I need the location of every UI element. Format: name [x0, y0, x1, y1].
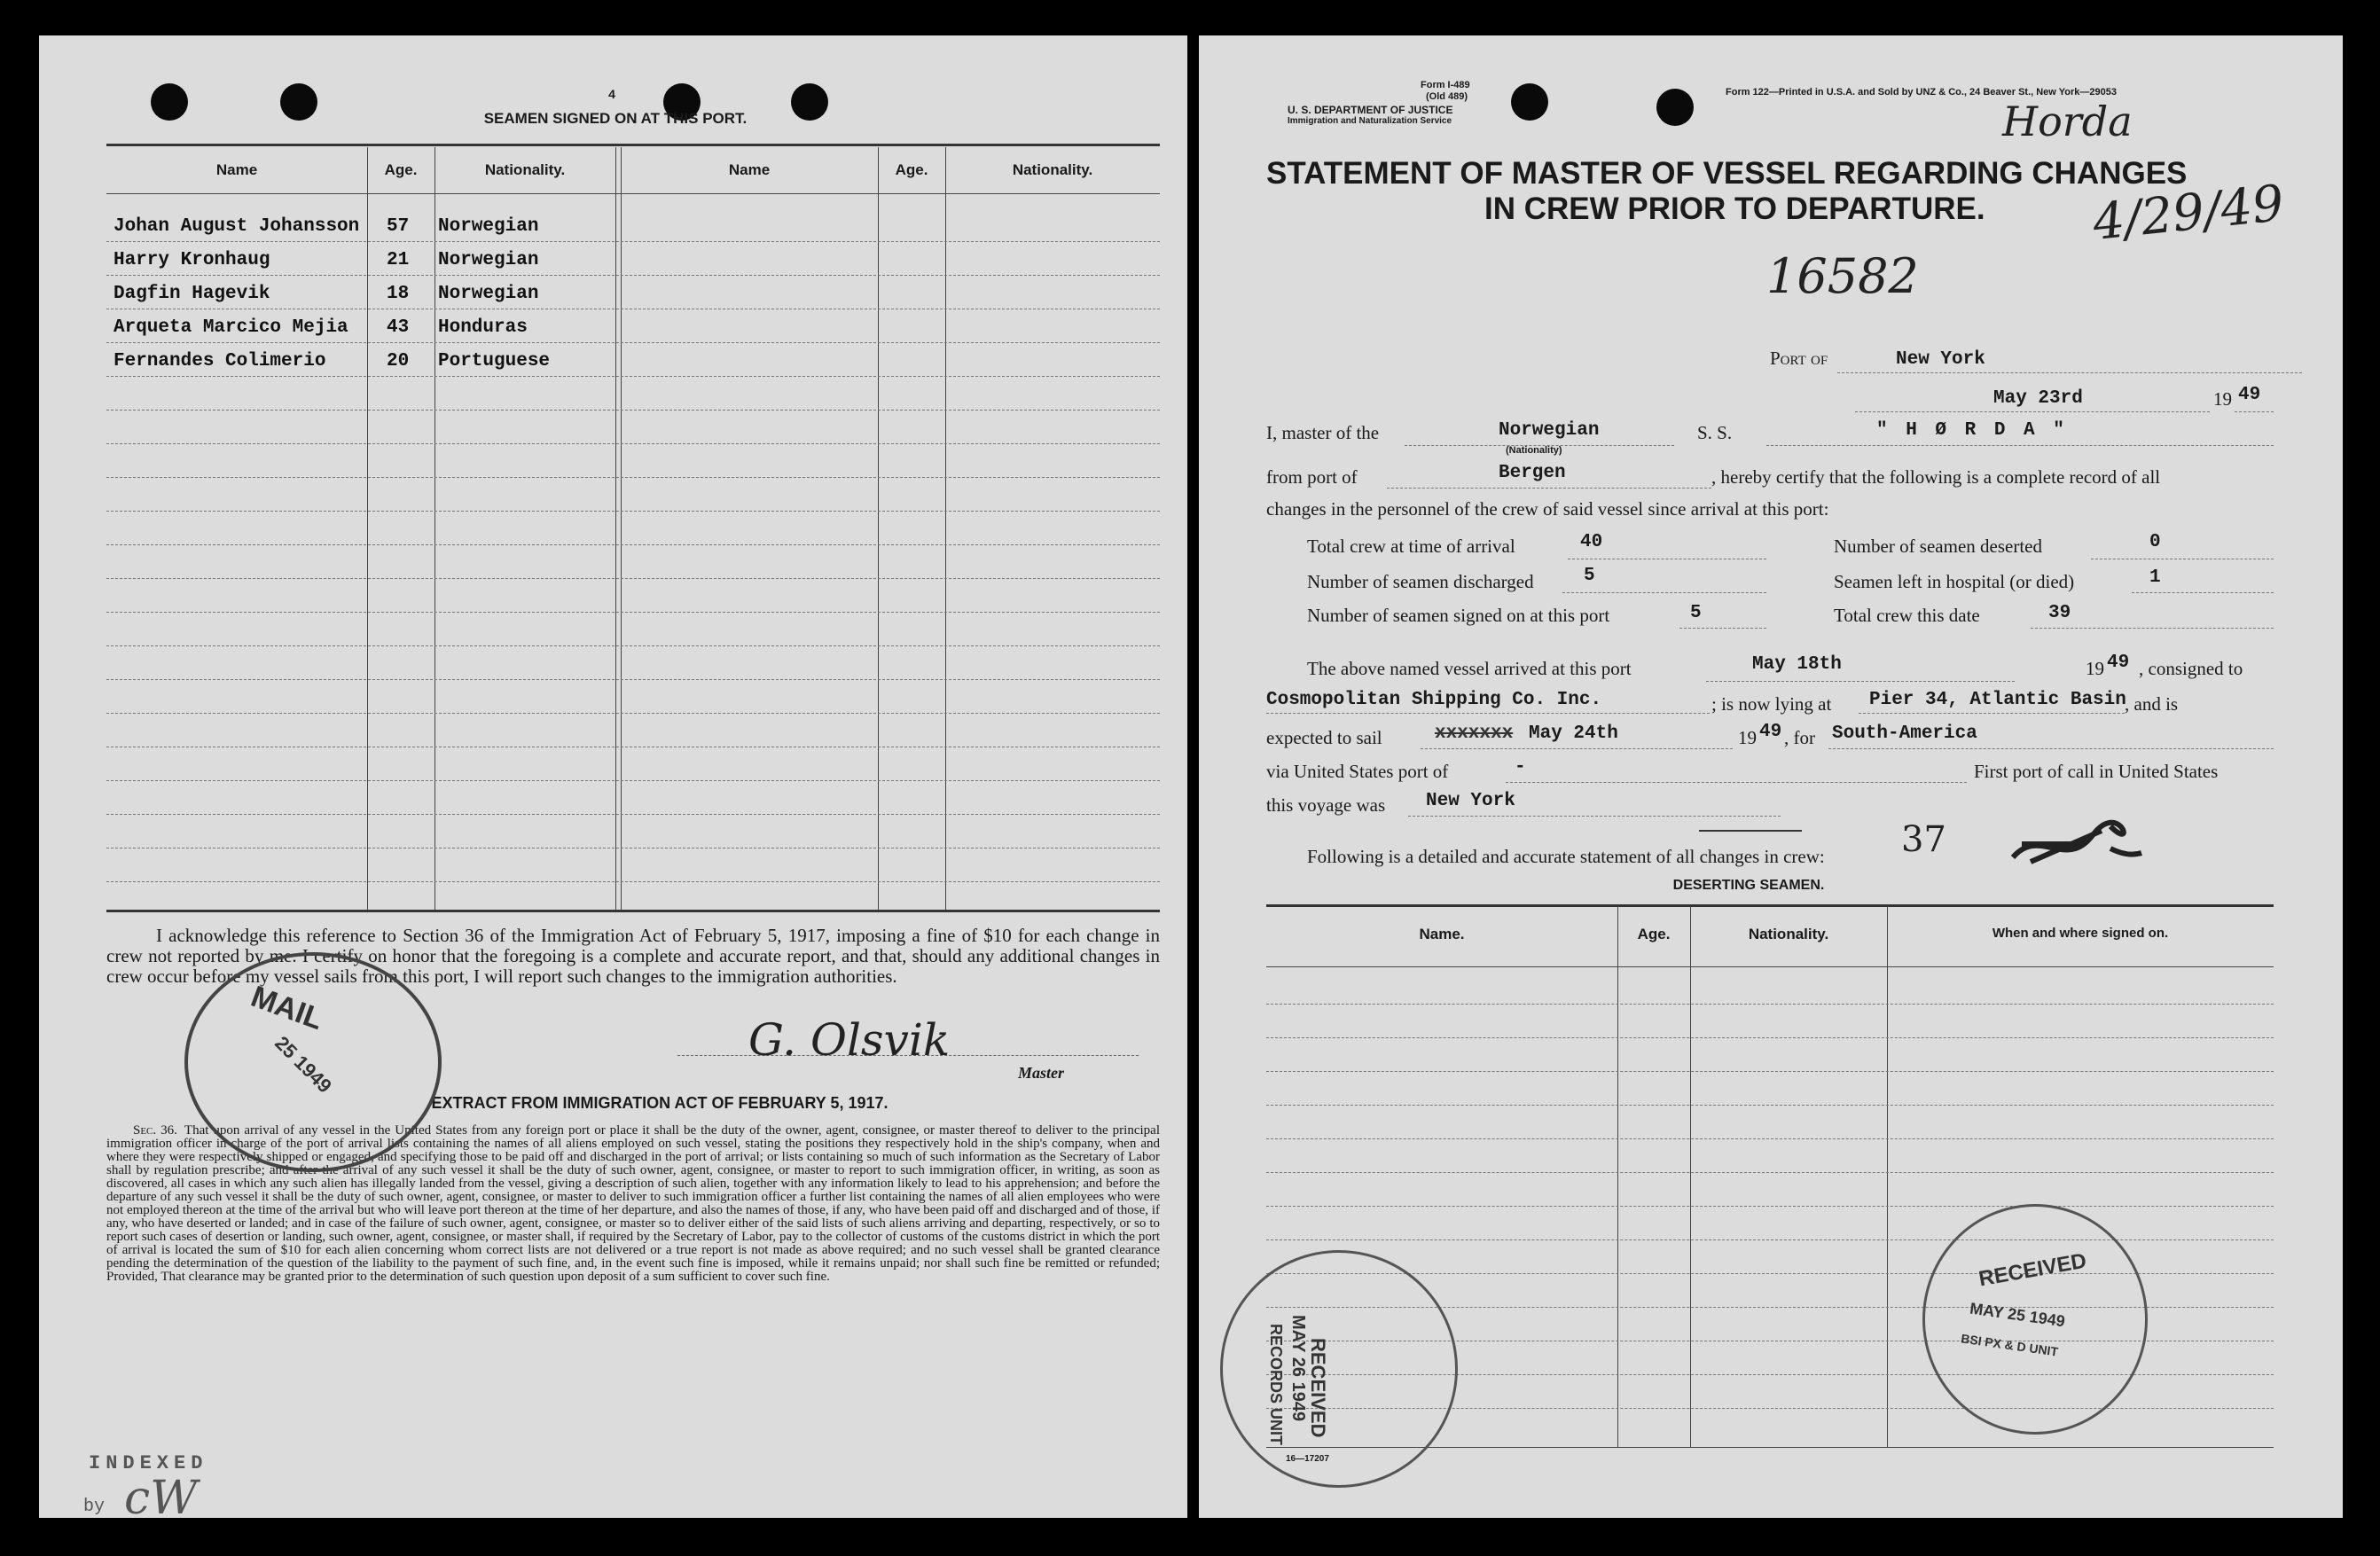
- stamp-date: MAY 25 1949: [1969, 1299, 2067, 1331]
- total-arrival-value: 40: [1580, 532, 1603, 552]
- handwritten-number: 16582: [1766, 248, 1919, 304]
- expected-line: [1421, 748, 1733, 749]
- row-line: [1266, 1138, 2274, 1139]
- row-line: [1266, 1004, 2274, 1005]
- row-line: [106, 645, 1160, 646]
- seaman-age: 21: [387, 250, 410, 270]
- row-line: [106, 275, 1160, 276]
- form-title-line2: IN CREW PRIOR TO DEPARTURE.: [1484, 192, 1985, 226]
- via-value: -: [1515, 757, 1526, 778]
- via-line: [1506, 782, 1967, 783]
- punch-hole: [151, 83, 188, 121]
- year-line: [2235, 411, 2274, 412]
- deserting-header-signed: When and where signed on.: [1992, 926, 2169, 941]
- consignee-line: [1266, 713, 1710, 714]
- deserting-header-rule: [1266, 966, 2274, 967]
- row-line: [106, 578, 1160, 579]
- seaman-nationality: Norwegian: [438, 216, 539, 237]
- punch-hole: [280, 83, 317, 121]
- deserting-title: DESERTING SEAMEN.: [1672, 878, 1825, 893]
- nationality-caption: (Nationality): [1506, 445, 1562, 456]
- printer-line: Form 122—Printed in U.S.A. and Sold by UNZ & Co., 24 Beaver St., New York—29053: [1726, 87, 2117, 98]
- mail-stamp: [184, 952, 442, 1172]
- certify-text-2: changes in the personnel of the crew of said vessel since arrival at this port:: [1266, 498, 1829, 520]
- row-line: [106, 376, 1160, 377]
- seaman-name: Arqueta Marcico Mejia: [114, 317, 348, 338]
- stamp-date: 25 1949: [270, 1031, 337, 1098]
- table-title: SEAMEN SIGNED ON AT THIS PORT.: [483, 110, 748, 127]
- expected-label: expected to sail: [1266, 727, 1382, 748]
- row-line: [1266, 1105, 2274, 1106]
- row-line: [1266, 1037, 2274, 1038]
- master-signature: G. Olsvik: [748, 1014, 951, 1066]
- seaman-nationality: Norwegian: [438, 284, 539, 304]
- deserted-label: Number of seamen deserted: [1834, 536, 2042, 557]
- scribble: [2004, 809, 2146, 880]
- from-port-label: from port of: [1266, 466, 1358, 488]
- expected-year-prefix: 19: [1738, 727, 1757, 748]
- expected-strike: xxxxxxx: [1435, 723, 1514, 744]
- count-line: [1679, 628, 1766, 629]
- and-is-label: , and is: [2125, 693, 2179, 715]
- punch-hole: [1511, 83, 1548, 121]
- row-line: [106, 713, 1160, 714]
- seaman-nationality: Portuguese: [438, 351, 551, 371]
- seaman-name: Harry Kronhaug: [114, 250, 270, 270]
- seaman-name: Johan August Johansson: [114, 216, 360, 237]
- port-line: [1837, 372, 2302, 373]
- row-line: [106, 612, 1160, 613]
- seaman-nationality: Norwegian: [438, 250, 539, 270]
- header-age: Age.: [384, 161, 418, 178]
- date-value: May 23rd: [1993, 388, 2083, 409]
- deserting-header-age: Age.: [1637, 926, 1671, 942]
- for-label: , for: [1784, 727, 1815, 748]
- handwritten-37: 37: [1901, 819, 1946, 860]
- seaman-age: 43: [387, 317, 410, 338]
- for-value: South-America: [1832, 723, 1977, 744]
- seaman-name: Dagfin Hagevik: [114, 284, 270, 304]
- from-port-value: Bergen: [1499, 463, 1566, 483]
- hospital-value: 1: [2149, 567, 2161, 588]
- for-line: [1828, 748, 2274, 749]
- consignee-value: Cosmopolitan Shipping Co. Inc.: [1266, 690, 1602, 710]
- extract-title: EXTRACT FROM IMMIGRATION ACT OF FEBRUARY 5, 1917.: [431, 1094, 889, 1112]
- master-of-label: I, master of the: [1266, 422, 1380, 443]
- this-voyage-line: [1408, 816, 1781, 817]
- signed-on-value: 5: [1690, 603, 1702, 623]
- ship-name: " H Ø R D A ": [1876, 420, 2068, 441]
- header-age: Age.: [895, 161, 928, 178]
- stamp-unit: BSI PX & D UNIT: [1960, 1331, 2060, 1359]
- count-line: [1562, 592, 1766, 593]
- lying-line: [1859, 713, 2125, 714]
- nationality-value: Norwegian: [1499, 420, 1600, 441]
- arrived-year: 49: [2107, 653, 2130, 673]
- this-voyage-value: New York: [1426, 791, 1515, 811]
- row-line: [106, 780, 1160, 781]
- stamp-unit: RECORDS UNIT: [1267, 1324, 1285, 1446]
- deserting-header-nationality: Nationality.: [1748, 926, 1829, 942]
- port-label: Port of: [1770, 348, 1828, 369]
- indexed-by-label: by: [83, 1497, 106, 1517]
- table-top-rule: [106, 144, 1160, 146]
- col-divider: [615, 147, 616, 910]
- col-divider: [945, 147, 946, 910]
- row-line: [106, 241, 1160, 242]
- seaman-age: 57: [387, 216, 410, 237]
- arrived-value: May 18th: [1752, 654, 1842, 675]
- col-divider: [1617, 906, 1618, 1447]
- row-line: [106, 881, 1160, 882]
- port-value: New York: [1896, 349, 1985, 370]
- this-voyage-label: this voyage was: [1266, 794, 1386, 816]
- col-divider: [878, 147, 879, 910]
- stamp-text: RECEIVED: [1977, 1248, 2089, 1292]
- discharged-label: Number of seamen discharged: [1307, 571, 1534, 592]
- via-label: via United States port of: [1266, 761, 1449, 782]
- form-old: (Old 489): [1426, 91, 1468, 102]
- left-page: [39, 35, 1187, 1525]
- seaman-age: 18: [387, 284, 410, 304]
- stamp-text: MAIL: [247, 979, 328, 1037]
- stamp-date: MAY 26 1949: [1288, 1315, 1308, 1422]
- expected-value: May 24th: [1529, 723, 1618, 744]
- form-code: 16—17207: [1286, 1454, 1329, 1464]
- records-unit-stamp: [1220, 1250, 1458, 1488]
- table-header-rule: [106, 193, 1160, 194]
- row-line: [1266, 1071, 2274, 1072]
- header-nationality: Nationality.: [1012, 161, 1093, 178]
- right-page: [1199, 35, 2343, 1518]
- service: Immigration and Naturalization Service: [1288, 116, 1452, 126]
- arrived-year-prefix: 19: [2086, 658, 2104, 679]
- section-body: That upon arrival of any vessel in the United States from any foreign port or place it shall be the duty of the owner, agent, consignee, or master thereof to deliver to the principal immigration officer in charge of the port of arrival lists containing the names of all aliens employed on such vessel, stating the positions they respectively hold in the ship's company, when and where they were respectively shipped or engaged, and specifying those to be paid off and discharged in the port of arrival; or lists containing so much of such information as the Secretary of Labor shall by regulation prescribe; and after the arrival of any such vessel it shall be the duty of such owner, agent, consignee, or master to report to such immigration officer, in writing, as soon as discovered, all cases in which any such alien has illegally landed from the vessel, giving a description of such alien, together with any information likely to lead to his apprehension; and before the departure of any such vessel it shall be the duty of such owner, agent, consignee, or master to deliver to such immigration officer a further list containing the names of all alien employees who were not employed thereon at the time of the arrival but who will leave port thereon at the time of her departure, and also the names of those, if any, who have been paid off and discharged and of those, if any, who have deserted or landed; and in case of the failure of such owner, agent, consignee, or master so to deliver either of the said lists of such aliens arriving and departing, respectively, or so to report such cases of desertion or landing, such owner, agent, consignee, or master shall, if required by the Secretary of Labor, pay to the collector of customs of the customs district in which the port of arrival is located the sum of $10 for each alien concerning whom correct lists are not delivered or a true report is not made as above required; and no such vessel shall be granted clearance pending the determination of the question of the liability to the payment of such fine, and, in the event such fine is imposed, while it remains unpaid; nor shall such fine be remitted or refunded; Provided, That clearance may be granted prior to the determination of such question upon deposit of a sum sufficient to cover such fine.: [106, 1123, 1160, 1284]
- handwritten-date: 4/29/49: [2090, 174, 2287, 253]
- master-label: Master: [1018, 1064, 1065, 1082]
- count-line: [2132, 592, 2274, 593]
- handwritten-ship: Horda: [2002, 98, 2133, 145]
- count-line: [2031, 628, 2274, 629]
- ss-label: S. S.: [1697, 422, 1733, 443]
- section-separator: [1699, 830, 1802, 832]
- row-line: [1266, 1239, 2274, 1240]
- arrived-label: The above named vessel arrived at this port: [1307, 658, 1632, 679]
- expected-year: 49: [1759, 722, 1782, 742]
- row-line: [106, 679, 1160, 680]
- row-line: [1266, 1172, 2274, 1173]
- deserted-value: 0: [2149, 532, 2161, 552]
- row-line: [1266, 1206, 2274, 1207]
- following-label: Following is a detailed and accurate statement of all changes in crew:: [1307, 846, 1825, 867]
- certify-text: , hereby certify that the following is a complete record of all: [1711, 466, 2161, 488]
- consigned-label: , consigned to: [2139, 658, 2243, 679]
- seaman-name: Fernandes Colimerio: [114, 351, 326, 371]
- total-arrival-label: Total crew at time of arrival: [1307, 536, 1515, 557]
- discharged-value: 5: [1584, 566, 1595, 586]
- hospital-label: Seamen left in hospital (or died): [1834, 571, 2075, 592]
- header-nationality: Nationality.: [484, 161, 566, 178]
- col-divider: [367, 147, 368, 910]
- ship-line: [1766, 445, 2274, 446]
- bsi-unit-stamp: [1922, 1204, 2148, 1435]
- row-line: [106, 342, 1160, 343]
- acknowledgement-text: I acknowledge this reference to Section 36 of the Immigration Act of February 5, 1917, imposing a fine of $10 for each change in crew not reported by me. I certify on honor that the foregoing is a complete and accurate report, and that, should any additional changes in crew occur before my vessel sails from this port, I will report such changes to the immigration authorities.: [106, 925, 1160, 987]
- row-line: [106, 410, 1160, 411]
- header-name: Name: [728, 161, 771, 178]
- signed-on-label: Number of seamen signed on at this port: [1307, 605, 1610, 626]
- row-line: [106, 814, 1160, 815]
- row-line: [106, 477, 1160, 478]
- from-port-line: [1387, 488, 1711, 489]
- deserting-header-name: Name.: [1419, 926, 1465, 942]
- date-line: [1855, 411, 2210, 412]
- year-prefix: 19: [2213, 388, 2232, 410]
- section-lead: Sec. 36.: [133, 1123, 177, 1138]
- lying-label: ; is now lying at: [1711, 693, 1832, 715]
- header-name: Name: [215, 161, 258, 178]
- first-port-label: First port of call in United States: [1974, 761, 2219, 782]
- department: U. S. DEPARTMENT OF JUSTICE: [1288, 104, 1453, 116]
- lying-value: Pier 34, Atlantic Basin: [1869, 690, 2126, 710]
- col-divider: [1887, 906, 1888, 1447]
- row-line: [106, 511, 1160, 512]
- table-bottom-rule: [106, 910, 1160, 912]
- col-divider: [1690, 906, 1691, 1447]
- seaman-age: 20: [387, 351, 410, 371]
- year-value: 49: [2238, 385, 2261, 405]
- arrived-line: [1706, 681, 2015, 682]
- col-divider: [621, 147, 622, 910]
- form-title-line1: STATEMENT OF MASTER OF VESSEL REGARDING CHANGES: [1266, 156, 2188, 191]
- row-line: [106, 544, 1160, 545]
- form-number: Form I-489: [1421, 80, 1470, 90]
- stamp-text: RECEIVED: [1307, 1338, 1329, 1438]
- indexed-initials: cW: [124, 1472, 198, 1525]
- page-number: 4: [608, 87, 615, 101]
- total-date-value: 39: [2048, 603, 2071, 623]
- seaman-nationality: Honduras: [438, 317, 528, 338]
- indexed-label: INDEXED: [89, 1452, 208, 1474]
- total-date-label: Total crew this date: [1834, 605, 1980, 626]
- deserting-top-rule: [1266, 904, 2274, 907]
- row-line: [106, 443, 1160, 444]
- punch-hole: [1656, 89, 1694, 126]
